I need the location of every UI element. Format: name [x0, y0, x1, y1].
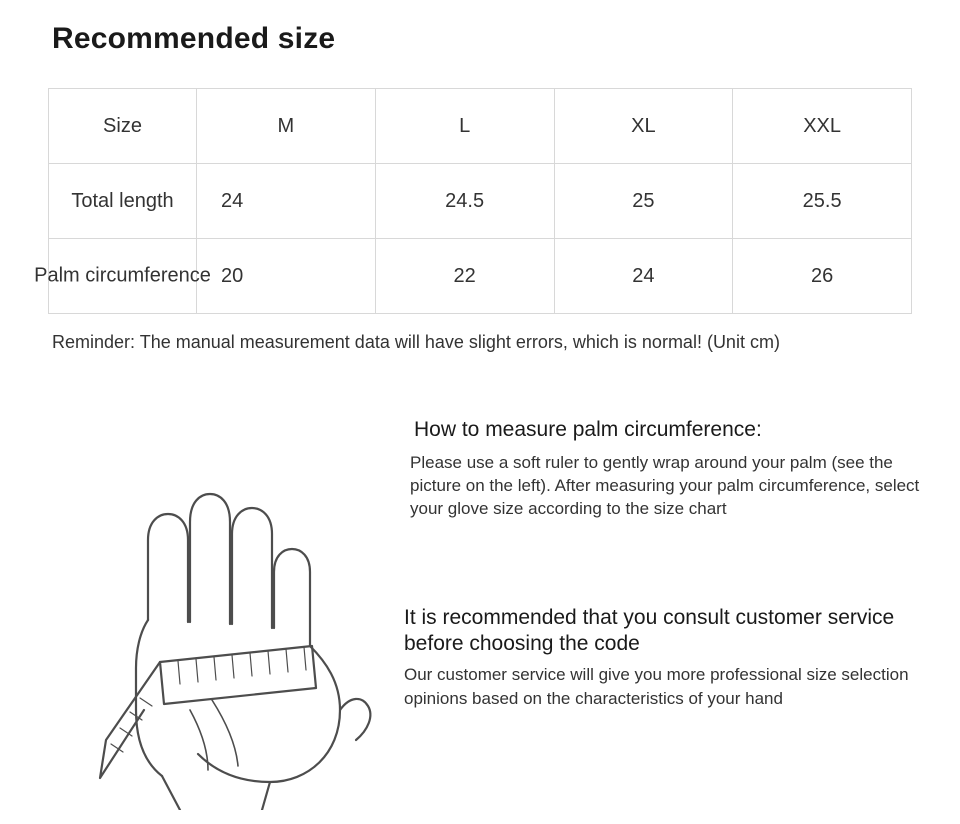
- table-row-header: Total length: [49, 164, 197, 239]
- measure-heading: How to measure palm circumference:: [414, 418, 762, 441]
- table-cell: 26: [733, 239, 912, 314]
- table-row: [49, 164, 912, 239]
- measurement-reminder-note: Reminder: The manual measurement data will have slight errors, which is normal! (Unit cm): [52, 332, 780, 352]
- instructions-column: [404, 418, 944, 711]
- measure-body: Please use a soft ruler to gently wrap around your palm (see the picture on the left). After measuring your palm circumference, select your glove size according to the size chart: [410, 453, 920, 518]
- page-title: Recommended size: [52, 22, 336, 55]
- table-row-header: [34, 239, 211, 314]
- table-row-header: Size: [49, 89, 197, 164]
- table-cell: 24: [554, 239, 733, 314]
- table-cell: 20: [197, 239, 376, 314]
- table-cell: M: [197, 89, 376, 164]
- size-chart-table: [34, 88, 912, 314]
- table-row: [49, 89, 912, 164]
- table-row-header-text: Palm circumference: [34, 264, 211, 287]
- table-row: [49, 239, 912, 314]
- hand-with-measuring-tape-illustration: [40, 410, 400, 810]
- table-cell: L: [375, 89, 554, 164]
- consult-body: Our customer service will give you more professional size selection opinions based on the characteristics of your hand: [404, 665, 909, 709]
- table-cell: XXL: [733, 89, 912, 164]
- table-cell: 24: [197, 164, 376, 239]
- table-cell: 24.5: [375, 164, 554, 239]
- consult-heading: It is recommended that you consult customer service before choosing the code: [404, 605, 895, 656]
- table-cell: 22: [375, 239, 554, 314]
- lower-section: [0, 390, 960, 824]
- table-cell: 25: [554, 164, 733, 239]
- table-cell: 25.5: [733, 164, 912, 239]
- table-cell: XL: [554, 89, 733, 164]
